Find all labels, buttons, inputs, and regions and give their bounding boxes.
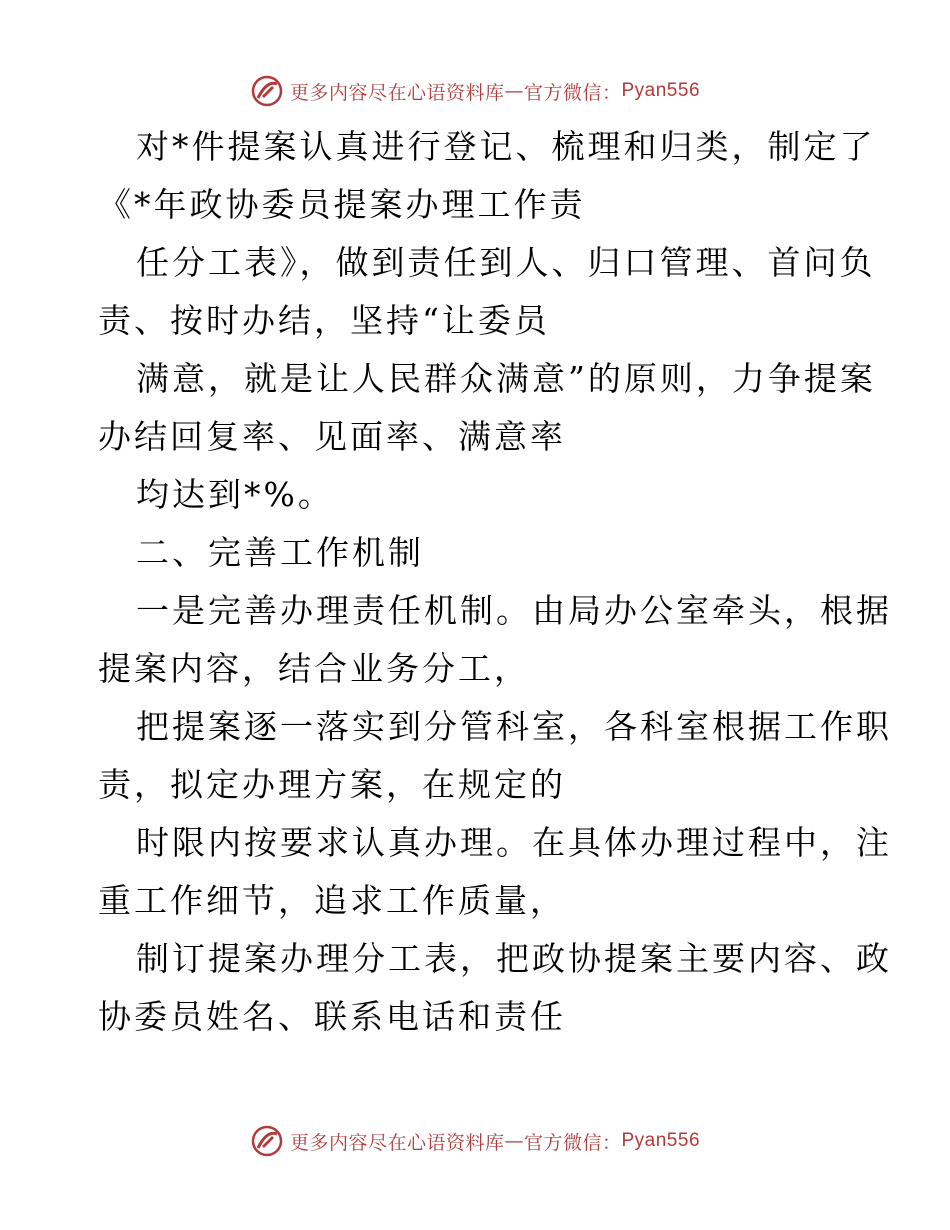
text-line: 责、按时办结，坚持“让委员 — [98, 301, 550, 340]
text-line: 对*件提案认真进行登记、梳理和归类，制定了 — [136, 127, 876, 166]
watermark-suffix: 官方微信： — [523, 81, 622, 104]
watermark-wechat-id: Pyan556 — [621, 80, 701, 101]
watermark-text — [290, 1128, 700, 1155]
text-line: 责，拟定办理方案，在规定的 — [98, 765, 566, 804]
text-line: 协委员姓名、联系电话和责任 — [98, 997, 566, 1036]
text-line: 均达到*%。 — [136, 475, 334, 514]
watermark-suffix: 官方微信： — [523, 1131, 622, 1154]
watermark-separator: — — [504, 1130, 524, 1152]
header-watermark — [0, 74, 950, 108]
text-line: 一是完善办理责任机制。由局办公室牵头，根据 — [136, 591, 892, 630]
text-line: 提案内容，结合业务分工， — [98, 649, 530, 688]
text-line: 满意，就是让人民群众满意”的原则，力争提案 — [136, 359, 876, 398]
text-line: 把提案逐一落实到分管科室，各科室根据工作职 — [136, 707, 892, 746]
watermark-separator: — — [504, 80, 524, 102]
watermark-main: 更多内容尽在心语资料库 — [289, 1131, 505, 1154]
text-line: 重工作细节，追求工作质量， — [98, 881, 566, 920]
watermark-wechat-id: Pyan556 — [621, 1130, 701, 1151]
pen-logo-icon — [250, 1124, 284, 1158]
text-line: 任分工表》，做到责任到人、归口管理、首问负 — [136, 243, 876, 282]
text-line: 时限内按要求认真办理。在具体办理过程中，注 — [136, 823, 892, 862]
text-line: 办结回复率、见面率、满意率 — [98, 417, 566, 456]
section-heading: 二、完善工作机制 — [136, 533, 424, 572]
watermark-text — [290, 78, 700, 105]
text-line: 制订提案办理分工表，把政协提案主要内容、政 — [136, 939, 892, 978]
watermark-main: 更多内容尽在心语资料库 — [289, 81, 505, 104]
pen-logo-icon — [250, 74, 284, 108]
document-body — [98, 118, 892, 1046]
text-line: 《*年政协委员提案办理工作责 — [98, 185, 586, 224]
footer-watermark — [0, 1124, 950, 1158]
